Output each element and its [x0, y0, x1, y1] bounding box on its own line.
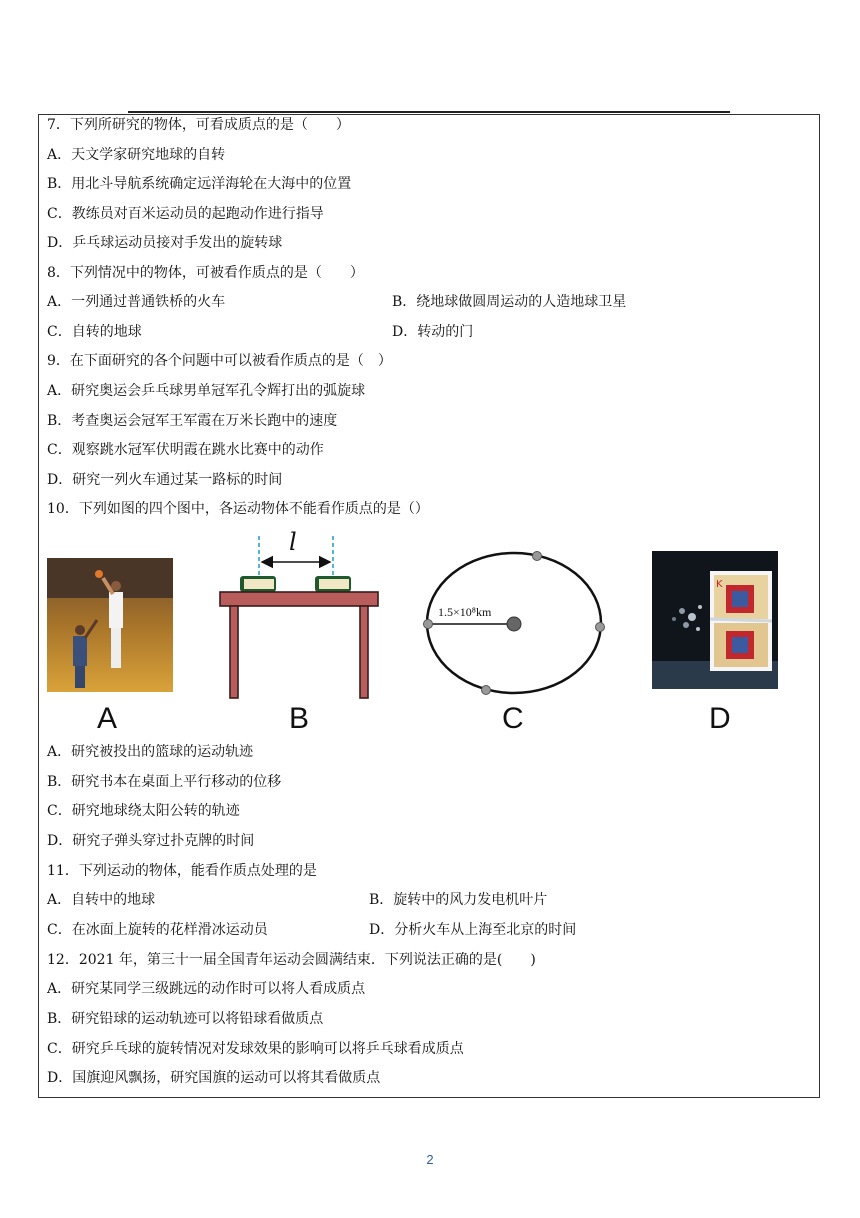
q10-option-b: B．研究书本在桌面上平行移动的位移 — [47, 774, 282, 790]
q9-option-d: D．研究一列火车通过某一路标的时间 — [47, 472, 283, 488]
q9-option-a: A．研究奥运会乒乓球男单冠军孔令辉打出的弧旋球 — [47, 383, 366, 399]
q10-stem: 10．下列如图的四个图中，各运动物体不能看作质点的是（） — [47, 501, 429, 517]
q8-option-d: D．转动的门 — [392, 324, 474, 340]
basketball-photo — [47, 558, 173, 692]
q7-stem: 7．下列所研究的物体，可看成质点的是（ ） — [47, 117, 350, 133]
q8-option-a: A．一列通过普通铁桥的火车 — [47, 294, 226, 310]
q10-option-d: D．研究子弹头穿过扑克牌的时间 — [47, 833, 255, 849]
q11-option-d: D．分析火车从上海至北京的时间 — [369, 922, 577, 938]
q12-option-b: B．研究铅球的运动轨迹可以将铅球看做质点 — [47, 1011, 324, 1027]
q12-option-d: D．国旗迎风飘扬，研究国旗的运动可以将其看做质点 — [47, 1070, 381, 1086]
q11-stem: 11．下列运动的物体，能看作质点处理的是 — [47, 863, 317, 879]
svg-text:K: K — [716, 579, 723, 590]
figure-label-b: B — [289, 702, 310, 735]
q7-option-b: B．用北斗导航系统确定远洋海轮在大海中的位置 — [47, 176, 352, 192]
orbit-diagram — [420, 548, 608, 698]
q9-option-c: C．观察跳水冠军伏明霞在跳水比赛中的动作 — [47, 442, 324, 458]
page-number: 2 — [426, 1152, 434, 1167]
header-rule — [128, 111, 730, 113]
orbit-distance-label: 1.5×10⁸km — [438, 605, 492, 619]
q12-stem: 12．2021 年，第三十一届全国青年运动会圆满结束．下列说法正确的是( ) — [47, 952, 536, 968]
q7-option-c: C．教练员对百米运动员的起跑动作进行指导 — [47, 206, 324, 222]
q9-stem: 9．在下面研究的各个问题中可以被看作质点的是（ ） — [47, 353, 392, 369]
q8-option-c: C．自转的地球 — [47, 324, 142, 340]
q7-option-a: A．天文学家研究地球的自转 — [47, 147, 226, 163]
q11-option-b: B．旋转中的风力发电机叶片 — [369, 892, 548, 908]
q9-option-b: B．考查奥运会冠军王军霞在万米长跑中的速度 — [47, 413, 338, 429]
q11-option-c: C．在冰面上旋转的花样滑冰运动员 — [47, 922, 268, 938]
figure-label-d: D — [709, 702, 731, 735]
figure-label-c: C — [502, 702, 524, 735]
q10-option-a: A．研究被投出的篮球的运动轨迹 — [47, 744, 254, 760]
q8-option-b: B．绕地球做圆周运动的人造地球卫星 — [392, 294, 627, 310]
bullet-card-photo — [652, 551, 778, 689]
q12-option-c: C．研究乒乓球的旋转情况对发球效果的影响可以将乒乓球看成质点 — [47, 1041, 464, 1057]
q7-option-d: D．乒乓球运动员接对手发出的旋转球 — [47, 235, 283, 251]
table-books-diagram — [218, 532, 382, 700]
figure-label-a: A — [97, 702, 118, 735]
q12-option-a: A．研究某同学三级跳远的动作时可以将人看成质点 — [47, 981, 366, 997]
length-symbol: l — [289, 528, 297, 556]
q10-option-c: C．研究地球绕太阳公转的轨迹 — [47, 803, 240, 819]
q11-option-a: A．自转中的地球 — [47, 892, 156, 908]
q8-stem: 8．下列情况中的物体，可被看作质点的是（ ） — [47, 265, 364, 281]
